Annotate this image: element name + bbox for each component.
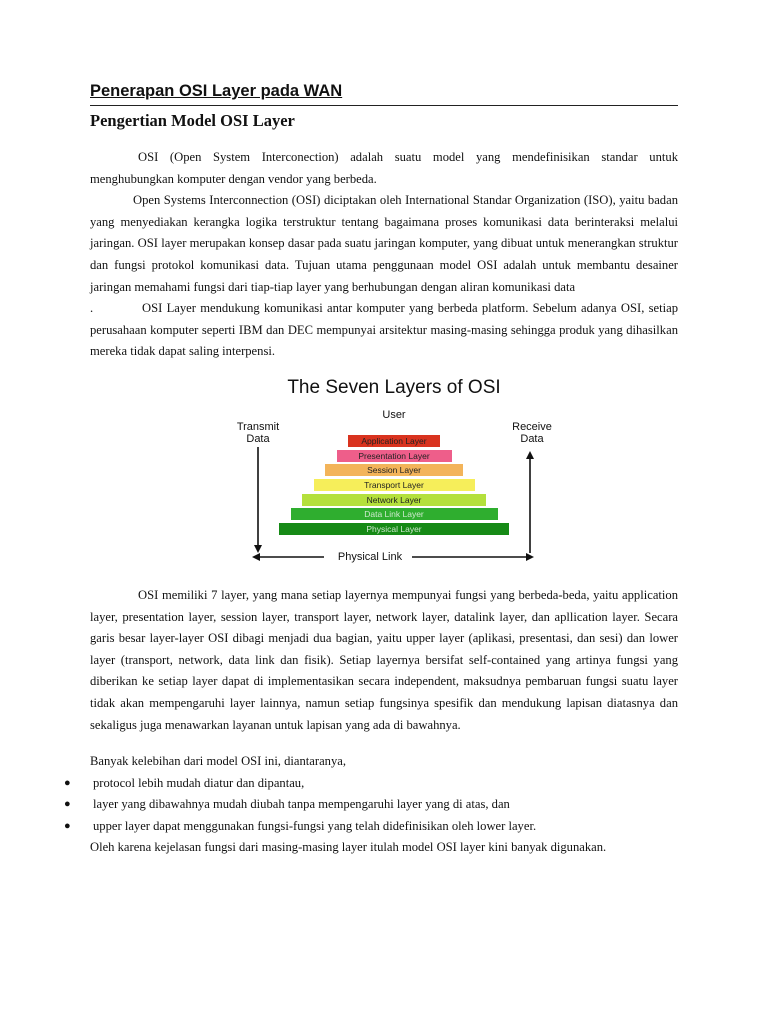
transmit-arrowhead-icon: [254, 545, 262, 553]
osi-layer-3: Session Layer: [325, 464, 463, 476]
paragraph-3: [90, 298, 678, 363]
document-title: Penerapan OSI Layer pada WAN: [90, 82, 343, 100]
osi-layer-2: Presentation Layer: [337, 450, 452, 462]
section-heading: Pengertian Model OSI Layer: [90, 111, 295, 130]
osi-layers-figure: [236, 376, 552, 577]
osi-layer-7: Physical Layer: [279, 523, 509, 535]
figure-title: The Seven Layers of OSI: [287, 376, 501, 398]
physical-link-right-arrowhead-icon: [526, 553, 534, 561]
paragraph-2: Open Systems Interconnection (OSI) diciptakan oleh International Standar Organization (ISO), yaitu badan yang menyediakan kerangka logika terstruktur tentang bagaimana proses komunikasi data berinteraksi melalui jaringan. OSI layer merupakan konsep dasar pada suatu jaringan komputer, yang dibuat untuk menerangkan struktur dan fungsi protokol komunikasi data. Tujuan utama penggunaan model OSI adalah untuk membantu desainer jaringan memahami fungsi dari tiap-tiap layer yang berhubungan dengan aliran komunikasi data: [90, 193, 678, 294]
document-page: [64, 80, 678, 859]
figure-receive-label-2: Data: [520, 432, 544, 445]
bullet-icon: ●: [64, 819, 71, 832]
paragraph-3-lead: .: [90, 301, 94, 316]
osi-layer-1: Application Layer: [348, 435, 440, 447]
paragraph-4: OSI memiliki 7 layer, yang mana setiap layernya mempunyai fungsi yang berbeda-beda, yaitu application layer, presentation layer, session layer, transport layer, network layer, datalink layer, dan apllication layer. Secara garis besar layer-layer OSI dibagi menjadi dua bagian, yaitu upper layer (aplikasi, presentasi, dan sesi) dan lower layer (transport, network, data link dan fisik). Setiap layernya bersifat self-contained yang artinya fungsi yang diberikan ke setiap layer dapat di implementasikan secara independent, maksudnya pembaruan fungsi suatu layer tidak akan mempengaruhi layer lainnya, namun setiap fungsinya spesifik dan mendukung lapisan diatasnya dan sekaligus juga menawarkan layanan untuk lapisan yang ada di bawahnya.: [90, 587, 678, 732]
title-rule: [90, 105, 678, 106]
bullet-icon: ●: [64, 776, 71, 789]
osi-layer-6: Data Link Layer: [291, 508, 498, 520]
list-item-text: layer yang dibawahnya mudah diubah tanpa mempengaruhi layer yang di atas, dan: [93, 797, 510, 812]
osi-layer-4: Transport Layer: [314, 479, 475, 491]
paragraph-3-text: OSI Layer mendukung komunikasi antar komputer yang berbeda platform. Sebelum adanya OSI, setiap perusahaan komputer seperti IBM dan DEC mempunyai arsitektur masing-masing sehingga produk yang dihasilkan mereka tidak dapat saling interpensi.: [90, 301, 678, 359]
figure-user-label: User: [382, 408, 406, 421]
list-item-text: protocol lebih mudah diatur dan dipantau,: [93, 775, 305, 790]
advantages-list: [64, 773, 678, 838]
list-item-text: upper layer dapat menggunakan fungsi-fungsi yang telah didefinisikan oleh lower layer.: [93, 818, 537, 833]
osi-layer-5: Network Layer: [302, 494, 486, 506]
receive-arrowhead-icon: [526, 451, 534, 459]
figure-transmit-label-2: Data: [246, 432, 270, 445]
figure-physical-link-label: Physical Link: [337, 550, 403, 563]
list-item: [64, 816, 678, 838]
list-item: [64, 794, 678, 816]
list-item: [64, 773, 678, 795]
paragraph-6: Oleh karena kejelasan fungsi dari masing-masing layer itulah model OSI layer kini banyak digunakan.: [90, 840, 607, 855]
paragraph-1: OSI (Open System Interconection) adalah suatu model yang mendefinisikan standar untuk menghubungkan komputer dengan vendor yang berbeda.: [90, 150, 678, 186]
paragraph-5: Banyak kelebihan dari model OSI ini, diantaranya,: [90, 754, 346, 769]
physical-link-left-arrowhead-icon: [252, 553, 260, 561]
figure-transmit-label-1: Transmit: [236, 420, 280, 433]
bullet-icon: ●: [64, 798, 71, 811]
figure-receive-label-1: Receive: [512, 420, 552, 433]
figure-arrows: [244, 377, 544, 577]
